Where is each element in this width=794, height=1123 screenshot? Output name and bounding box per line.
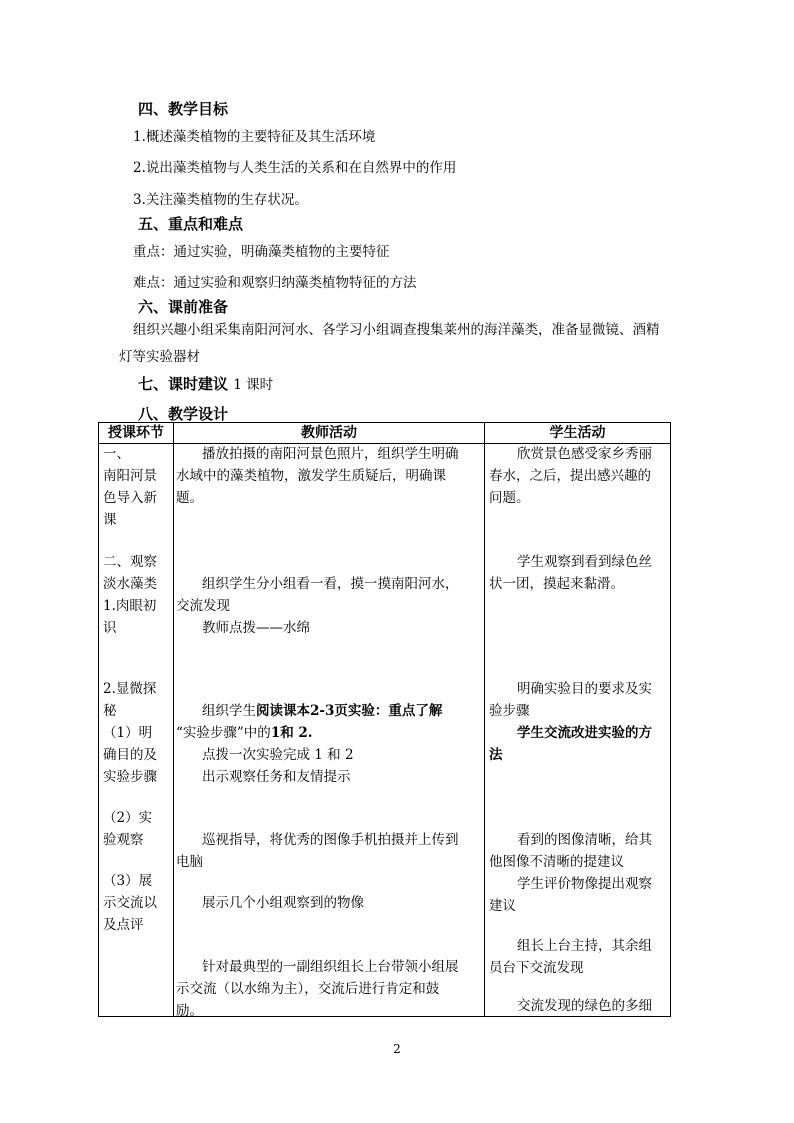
header-stage: 授课环节 (99, 423, 174, 444)
section5-heading: 五、重点和难点 (138, 215, 244, 233)
teacher-activity-cell (174, 444, 485, 1017)
header-student-activity: 学生活动 (485, 423, 671, 444)
stage-line: （1）明 (103, 725, 153, 741)
stage-line: 二、观察 (103, 554, 157, 570)
student-line: 交流发现的绿色的多细 (517, 998, 652, 1014)
student-line: 看到的图像清晰，给其 (517, 832, 652, 848)
student-line: 组长上台主持，其余组 (517, 938, 652, 954)
student-line: 春水，之后，提出感兴趣的 (489, 468, 651, 484)
teacher-line: 巡视指导，将优秀的图像手机拍摄并上传到 (202, 832, 459, 848)
section6-heading: 六、课前准备 (138, 298, 229, 316)
teacher-line: 展示几个小组观察到的物像 (202, 895, 364, 911)
teacher-line (202, 701, 442, 722)
stage-line: （3）展 (103, 873, 153, 889)
teacher-line: 励。 (176, 1003, 203, 1019)
teacher-line: 示交流（以水绵为主），交流后进行肯定和鼓 (176, 981, 440, 997)
difficulty-text: 难点：通过实验和观察归纳藻类植物特征的方法 (133, 275, 417, 291)
section4-heading: 四、教学目标 (138, 100, 229, 118)
stage-line: 及点评 (103, 917, 144, 933)
student-line: 法 (489, 747, 503, 763)
teacher-line: 出示观察任务和友情提示 (202, 769, 351, 785)
stage-line: 课 (103, 512, 117, 528)
class-hours-value: 1 课时 (233, 377, 274, 393)
page-number: 2 (393, 1042, 401, 1056)
student-line: 员台下交流发现 (489, 960, 584, 976)
stage-line: 一、 (103, 446, 130, 462)
stage-line: 实验步骤 (103, 769, 157, 785)
key-point-text: 重点：通过实验，明确藻类植物的主要特征 (133, 244, 390, 260)
teacher-line: 水域中的藻类植物，激发学生质疑后，明确课 (176, 468, 446, 484)
section7-heading (138, 373, 273, 394)
teacher-line-bold-part: 1和 2. (270, 725, 313, 741)
student-line: 明确实验目的要求及实 (517, 681, 652, 697)
student-line: 他图像不清晰的提建议 (489, 854, 624, 870)
header-teacher-activity: 教师活动 (174, 423, 485, 444)
lesson-design-table (98, 422, 671, 1017)
student-line: 验步骤 (489, 703, 530, 719)
stage-line: 秘 (103, 703, 117, 719)
preparation-line-1: 组织兴趣小组采集南阳河河水、各学习小组调查搜集莱州的海洋藻类，准备显微镜、酒精 (133, 322, 660, 338)
student-line: 欣赏景色感受家乡秀丽 (517, 446, 652, 462)
stage-line: 淡水藻类 (103, 576, 157, 592)
teacher-line: 教师点拨——水绵 (202, 620, 310, 636)
teacher-line: 电脑 (176, 854, 203, 870)
teacher-line: 题。 (176, 490, 203, 506)
stage-line: 南阳河景 (103, 468, 157, 484)
stage-line: 验观察 (103, 832, 144, 848)
teacher-line: 组织学生分小组看一看，摸一摸南阳河水， (202, 576, 459, 592)
section8-heading: 八、教学设计 (138, 405, 229, 423)
section7-heading-text: 七、课时建议 (138, 375, 229, 393)
student-line: 学生评价物像提出观察 (517, 876, 652, 892)
objective-item-2: 2.说出藻类植物与人类生活的关系和在自然界中的作用 (133, 160, 457, 176)
teacher-line-part: “实验步骤”中的 (176, 725, 271, 741)
stage-line: 识 (103, 620, 117, 636)
stage-line: 2.显微探 (103, 681, 157, 697)
preparation-line-2: 灯等实验器材 (119, 349, 200, 365)
student-line: 学生观察到看到绿色丝 (517, 554, 652, 570)
teacher-line: 交流发现 (176, 598, 230, 614)
teacher-line-bold-part: 阅读课本2-3页实验：重点了解 (256, 703, 443, 719)
stage-line: 1.肉眼初 (103, 598, 157, 614)
student-line: 学生交流改进实验的方 (517, 725, 652, 741)
teacher-line (176, 723, 313, 744)
stage-line: 色导入新 (103, 490, 157, 506)
teacher-line: 针对最典型的一副组织组长上台带领小组展 (202, 959, 459, 975)
table-header-row (99, 423, 671, 444)
stage-line: （2）实 (103, 810, 153, 826)
objective-item-1: 1.概述藻类植物的主要特征及其生活环境 (133, 129, 376, 145)
teacher-line: 播放拍摄的南阳河景色照片，组织学生明确 (202, 446, 459, 462)
stage-line: 示交流以 (103, 895, 157, 911)
stage-line: 确目的及 (103, 747, 157, 763)
student-line: 问题。 (489, 490, 530, 506)
student-line: 状一团，摸起来黏滑。 (489, 576, 624, 592)
teacher-line: 点拨一次实验完成 1 和 2 (202, 747, 354, 763)
stage-cell (99, 444, 174, 1017)
table-row (99, 444, 671, 1017)
student-activity-cell (485, 444, 671, 1017)
objective-item-3: 3.关注藻类植物的生存状况。 (133, 192, 308, 208)
student-line: 建议 (489, 898, 516, 914)
teacher-line-part: 组织学生 (202, 703, 256, 719)
